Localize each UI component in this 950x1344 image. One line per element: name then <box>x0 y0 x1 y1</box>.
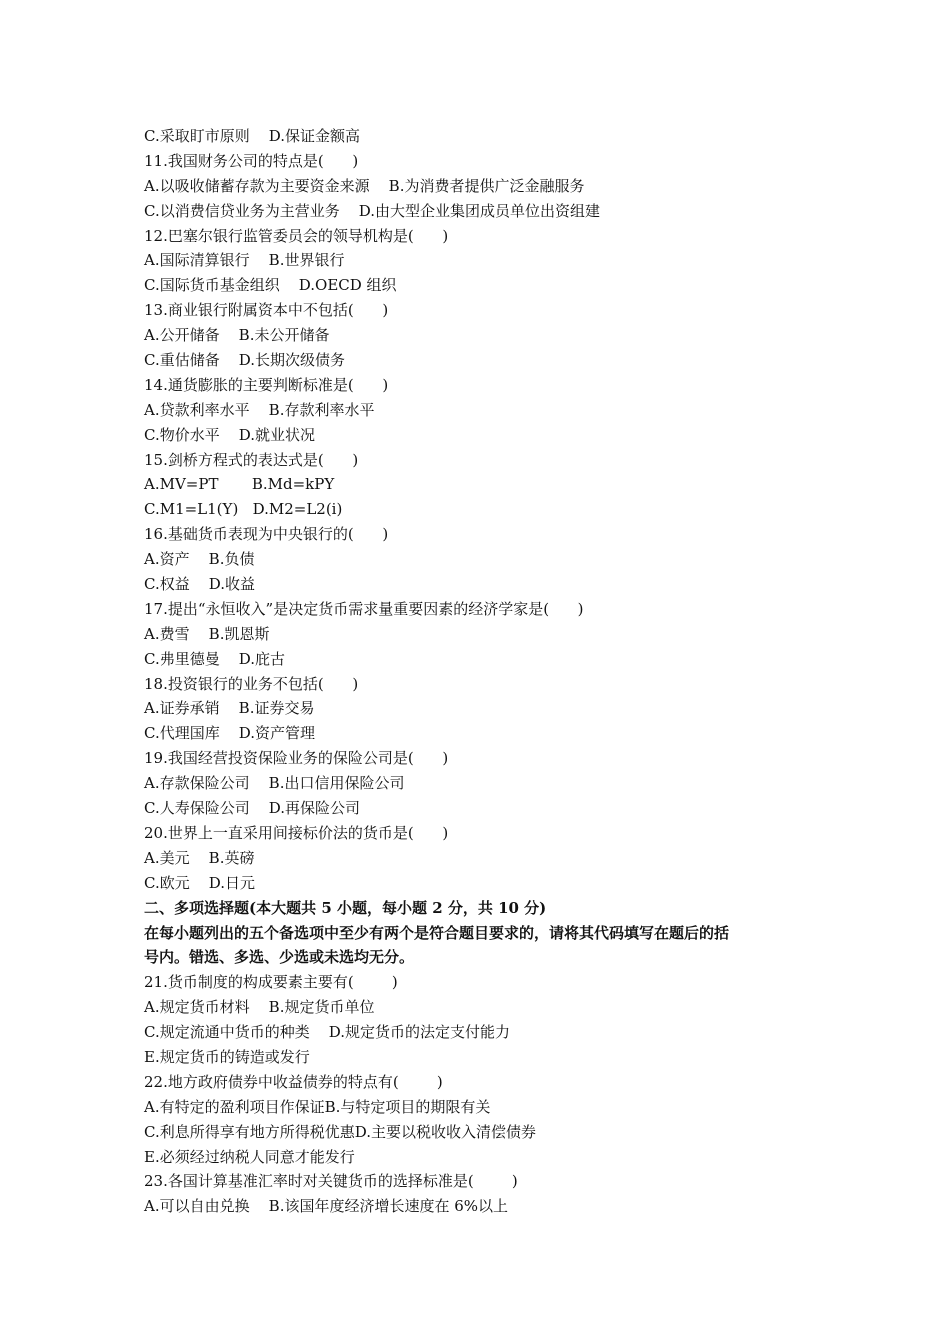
question-text-line: 16.基础货币表现为中央银行的( ) <box>144 525 389 544</box>
question-text-line: C.利息所得享有地方所得税优惠D.主要以税收收入清偿债券 <box>144 1122 536 1141</box>
question-text-line: C.采取盯市原则 D.保证金额高 <box>144 127 361 145</box>
question-text-line: 14.通货膨胀的主要判断标准是( ) <box>144 375 389 394</box>
question-text-line: C.规定流通中货币的种类 D.规定货币的法定支付能力 <box>144 1023 511 1042</box>
question-text-line: 11.我国财务公司的特点是( ) <box>144 151 359 170</box>
document-page <box>144 124 824 1219</box>
question-text-line: 13.商业银行附属资本中不包括( ) <box>144 301 389 320</box>
question-text-line: A.MV=PT B.Md=kPY <box>144 475 335 494</box>
question-text-line: C.重估储备 D.长期次级债务 <box>144 351 346 370</box>
question-text-line: A.贷款利率水平 B.存款利率水平 <box>144 400 375 419</box>
question-text-line: 19.我国经营投资保险业务的保险公司是( ) <box>144 749 449 768</box>
question-text-line: C.权益 D.收益 <box>144 575 256 594</box>
question-text-line: A.国际清算银行 B.世界银行 <box>144 251 345 270</box>
question-text-line: A.有特定的盈利项目作保证B.与特定项目的期限有关 <box>144 1097 491 1116</box>
question-text-line: A.资产 B.负债 <box>144 550 255 569</box>
question-text-line: 17.提出“永恒收入”是决定货币需求量重要因素的经济学家是( ) <box>144 599 584 618</box>
question-text-line: A.证券承销 B.证券交易 <box>144 699 315 718</box>
question-text-line: A.可以自由兑换 B.该国年度经济增长速度在 6%以上 <box>144 1197 509 1216</box>
question-text-line: E.必须经过纳税人同意才能发行 <box>144 1147 355 1166</box>
question-text-line: 20.世界上一直采用间接标价法的货币是( ) <box>144 823 449 842</box>
question-text-line: 22.地方政府债券中收益债券的特点有( ) <box>144 1072 443 1091</box>
section-heading-line: 二、多项选择题(本大题共 5 小题，每小题 2 分，共 10 分) <box>144 898 547 917</box>
question-text-line: C.人寿保险公司 D.再保险公司 <box>144 799 361 818</box>
question-text-line: C.以消费信贷业务为主营业务 D.由大型企业集团成员单位出资组建 <box>144 201 601 220</box>
question-text-line: A.存款保险公司 B.出口信用保险公司 <box>144 774 405 793</box>
question-text-line: A.美元 B.英磅 <box>144 848 255 867</box>
question-text-line: C.欧元 D.日元 <box>144 873 256 892</box>
question-text-line: C.代理国库 D.资产管理 <box>144 724 316 743</box>
section-heading-line: 在每小题列出的五个备选项中至少有两个是符合题目要求的，请将其代码填写在题后的括 <box>144 923 730 942</box>
question-text-line: C.弗里德曼 D.庇古 <box>144 649 286 668</box>
question-text-line: A.规定货币材料 B.规定货币单位 <box>144 998 375 1017</box>
question-text-line: A.费雪 B.凯恩斯 <box>144 624 270 643</box>
question-text-line: 18.投资银行的业务不包括( ) <box>144 674 359 693</box>
question-text-line: C.M1=L1(Y) D.M2=L2(i) <box>144 500 343 519</box>
question-text-line: 23.各国计算基准汇率时对关键货币的选择标准是( ) <box>144 1172 518 1191</box>
question-text-line: A.公开储备 B.未公开储备 <box>144 326 330 345</box>
question-text-line: C.物价水平 D.就业状况 <box>144 425 316 444</box>
question-text-line: A.以吸收储蓄存款为主要资金来源 B.为消费者提供广泛金融服务 <box>144 176 585 195</box>
section-heading-line: 号内。错选、多选、少选或未选均无分。 <box>144 948 415 967</box>
question-text-line: 12.巴塞尔银行监管委员会的领导机构是( ) <box>144 226 449 245</box>
question-text-line: 15.剑桥方程式的表达式是( ) <box>144 450 359 469</box>
question-text-line: 21.货币制度的构成要素主要有( ) <box>144 973 398 992</box>
question-text-line: E.规定货币的铸造或发行 <box>144 1047 310 1066</box>
question-text-line: C.国际货币基金组织 D.OECD 组织 <box>144 276 397 295</box>
